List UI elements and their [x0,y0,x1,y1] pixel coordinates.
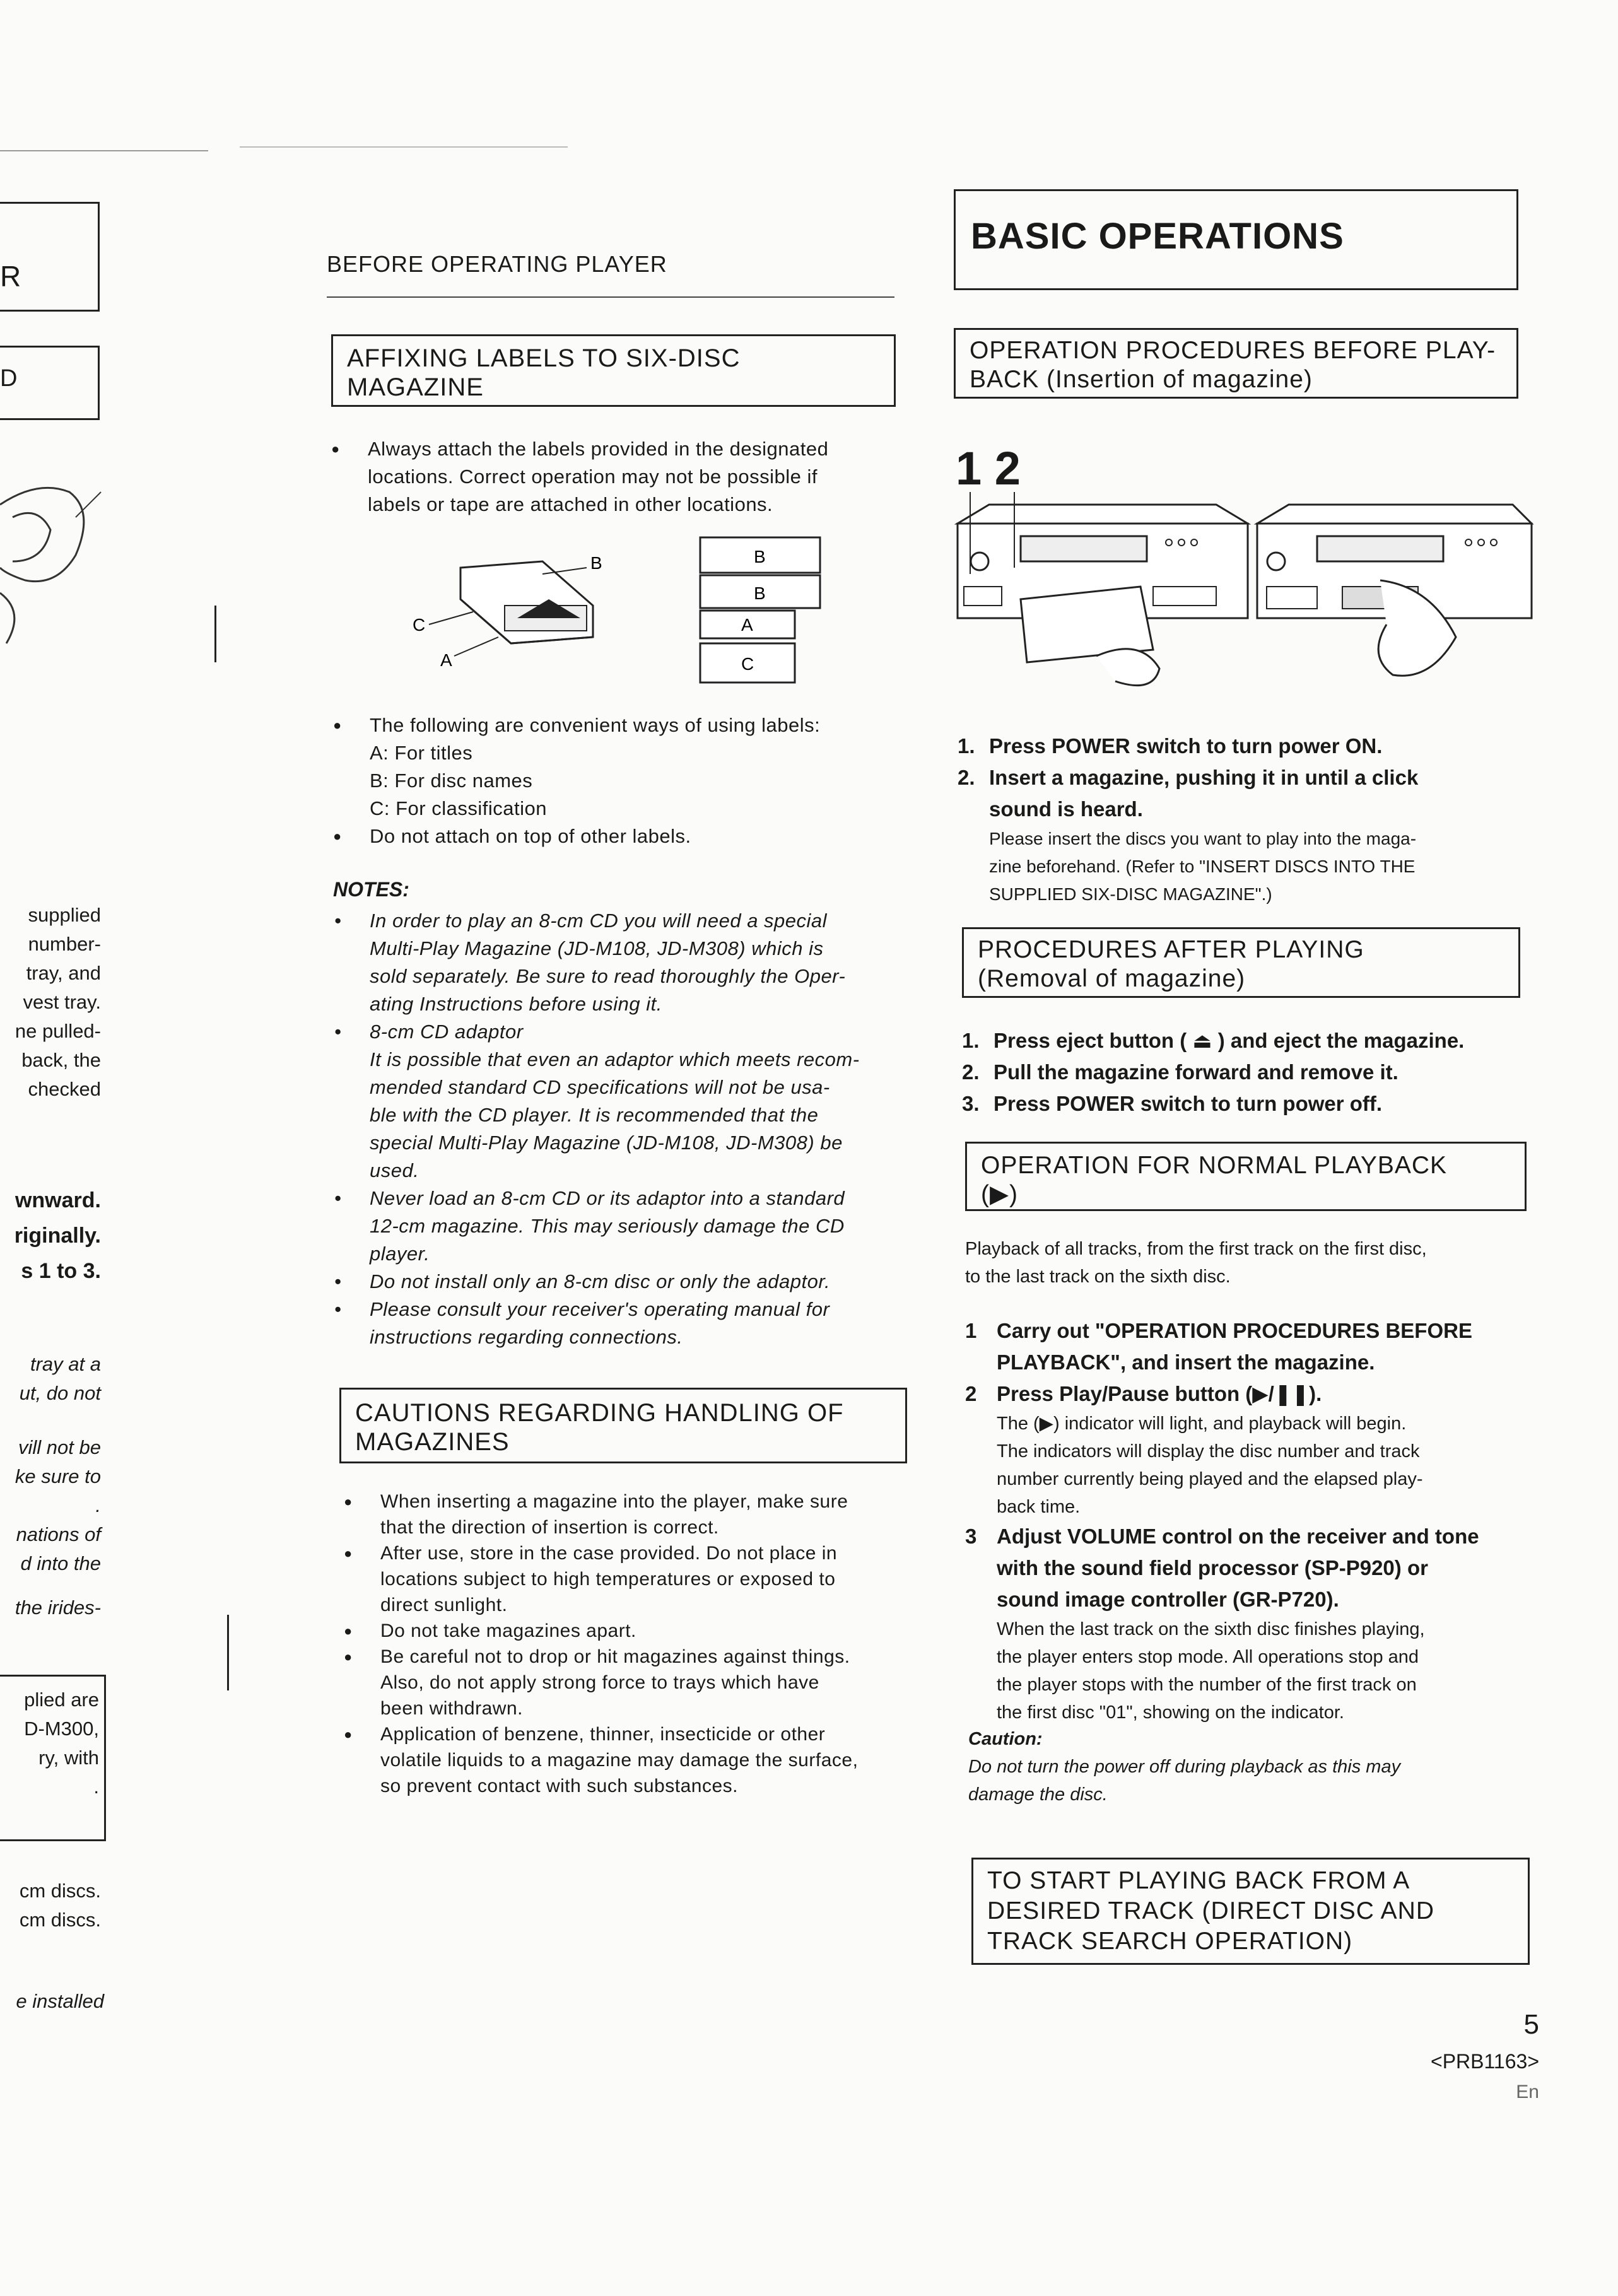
section-heading-direct-track [971,1858,1530,1965]
step-note: The indicators will display the disc number and track [997,1441,1420,1461]
section-heading-line: TO START PLAYING BACK FROM A [987,1867,1410,1894]
text-line: used. [370,1159,419,1181]
text-line: to the last track on the sixth disc. [965,1267,1231,1287]
section-heading-line: AFFIXING LABELS TO SIX-DISC [347,344,741,372]
bullet-text: ● Do not attach on top of other labels. [333,823,901,850]
section-heading-line: OPERATION PROCEDURES BEFORE PLAY- [970,337,1496,364]
left-fragment-block [15,901,101,1104]
caution-item [344,1540,918,1618]
text-line: that the direction of insertion is correct. [380,1517,719,1538]
left-heading-box [0,202,100,312]
step-number: 1. [958,734,975,758]
left-fragment-line: checked [28,1078,101,1100]
figure-step-numbers: 1 2 [956,442,1021,495]
text-line: locations subject to high temperatures or exposed to [380,1569,836,1590]
scan-edge [0,150,208,151]
left-fragment-block [20,1877,101,1935]
bullet-text: ● The following are convenient ways of using labels: [333,712,901,739]
before-playback-steps [958,730,1525,908]
left-fragment-italic [15,1350,101,1622]
step-number: 2. [958,766,975,789]
usage-item: A: For titles [370,742,473,764]
step-text: Press POWER switch to turn power off. [994,1092,1383,1115]
left-fragment-line: back, the [21,1049,101,1071]
step-note: the player stops with the number of the first track on [997,1675,1417,1695]
step-text: with the sound field processor (SP-P920) or [997,1556,1428,1579]
left-fragment-line: ne pulled- [15,1020,101,1042]
text-line: Also, do not apply strong force to trays which have [380,1672,819,1693]
left-fragment-line: . [93,1776,99,1798]
normal-playback-steps [965,1315,1539,1726]
step-note: When the last track on the sixth disc finishes playing, [997,1619,1425,1639]
caution-item [344,1644,918,1721]
left-hand-illustration [0,467,107,656]
text-line: • In order to play an 8-cm CD you will need a special [370,910,828,932]
step-number: 3. [962,1092,980,1115]
left-fragment-box [0,1675,106,1841]
text-line: 12-cm magazine. This may seriously damage the CD [370,1215,845,1237]
section-heading-line: DESIRED TRACK (DIRECT DISC AND [987,1897,1434,1924]
left-fragment-line: ut, do not [19,1382,101,1404]
left-fragment-bold [15,1183,101,1289]
section-heading-line: OPERATION FOR NORMAL PLAYBACK [981,1152,1448,1179]
player-step2 [1257,505,1532,676]
notes-heading: NOTES: [333,878,409,901]
left-fragment-italic: e installed [16,1990,104,2012]
sheet-label-c: C [741,654,754,674]
caution-item [344,1618,918,1644]
step-note: Please insert the discs you want to play into the maga- [989,829,1417,848]
text-line: ● Be careful not to drop or hit magazines against things. [380,1646,850,1667]
step-note: the first disc "01", showing on the indicator. [997,1702,1344,1723]
text-line: • Please consult your receiver's operating manual for [370,1298,830,1320]
caution-item [344,1489,918,1540]
step-number: 2. [962,1060,980,1084]
text-line: been withdrawn. [380,1698,523,1719]
step-number: 1 [965,1319,977,1342]
left-subheading-box [0,346,100,420]
text-line: It is possible that even an adaptor which meets recom- [370,1048,860,1070]
step-text: sound is heard. [989,797,1143,821]
left-fragment-line: tray at a [30,1353,101,1375]
step-text: Insert a magazine, pushing it in until a click [989,766,1419,789]
caution-text: damage the disc. [968,1784,1108,1805]
step-note: zine beforehand. (Refer to "INSERT DISCS INTO THE [989,857,1416,876]
page-title: BASIC OPERATIONS [954,189,1518,290]
step-text: Press eject button ( ⏏ ) and eject the magazine. [994,1029,1465,1052]
text-line: volatile liquids to a magazine may damage the surface, [380,1750,859,1771]
left-fragment-line: ry, with [38,1747,99,1769]
left-fragment-line: nations of [16,1523,101,1545]
text-line: • Do not install only an 8-cm disc or only the adaptor. [370,1270,831,1292]
scan-edge [240,146,568,148]
text-line: player. [370,1243,430,1265]
language-code: En [1516,2082,1539,2102]
step-note: the player enters stop mode. All operations stop and [997,1647,1419,1667]
step-note: SUPPLIED SIX-DISC MAGAZINE".) [989,884,1272,904]
caution-heading: Caution: [968,1729,1043,1749]
left-box-letter: R [0,260,21,293]
left-fragment-line: number- [28,933,101,955]
text-line: ● Always attach the labels provided in the designated [368,438,829,460]
step-text: Carry out "OPERATION PROCEDURES BEFORE [997,1319,1472,1342]
text-line: mended standard CD specifications will not be usa- [370,1076,830,1098]
step-text: Pull the magazine forward and remove it. [994,1060,1398,1084]
left-fragment-line: wnward. [15,1188,101,1212]
step-note: The (▶) indicator will light, and playback will begin. [997,1414,1407,1434]
text-line: sold separately. Be sure to read thoroughly the Oper- [370,965,846,987]
text-line: Playback of all tracks, from the first track on the first disc, [965,1239,1427,1259]
step-note: number currently being played and the elapsed play- [997,1469,1423,1489]
section-heading-normal-playback [965,1142,1527,1211]
left-fragment-line: cm discs. [19,1880,101,1902]
step-text: PLAYBACK", and insert the magazine. [997,1350,1375,1374]
section-heading-after-playing [962,927,1520,998]
text-line: ating Instructions before using it. [370,993,662,1015]
left-fragment-line: vest tray. [23,991,101,1013]
note-item [333,907,907,1018]
text-line: ● Application of benzene, thinner, insecticide or other [380,1724,826,1745]
gutter-mark [214,606,216,662]
left-fragment-line: s 1 to 3. [21,1259,101,1283]
section-heading-line: MAGAZINE [347,373,484,401]
note-item [333,1018,907,1185]
sheet-label-a: A [741,615,753,635]
cautions-list [344,1489,918,1799]
step-text: Press Play/Pause button (▶/❚❚). [997,1382,1322,1405]
note-item [333,1185,907,1268]
player-step1 [958,492,1248,686]
usage-item: C: For classification [370,797,547,819]
text-line: • 8-cm CD adaptor [370,1021,524,1043]
fig-label-b: B [590,553,602,573]
left-fragment-line: D-M300, [24,1718,99,1740]
intro-bullet [331,435,899,518]
section-heading-line: CAUTIONS REGARDING HANDLING OF [355,1399,844,1427]
left-fragment-line: ke sure to [15,1465,101,1487]
left-fragment-line: vill not be [18,1436,101,1458]
text-line: so prevent contact with such substances. [380,1776,738,1796]
text-line: Multi-Play Magazine (JD-M108, JD-M308) which is [370,937,824,959]
left-fragment-line: . [95,1494,101,1516]
player-illustration [951,492,1538,719]
step-text: sound image controller (GR-P720). [997,1588,1339,1611]
document-code: <PRB1163> [1431,2050,1539,2073]
step-text: Adjust VOLUME control on the receiver and tone [997,1525,1479,1548]
usage-item: B: For disc names [370,770,533,792]
running-head: BEFORE OPERATING PLAYER [327,251,667,277]
text-line: ● After use, store in the case provided. Do not place in [380,1543,838,1564]
caution-text: Do not turn the power off during playback as this may [968,1757,1401,1777]
left-box-letter: D [0,365,18,392]
sheet-label-b: B [754,547,766,566]
after-playing-steps [962,1025,1530,1120]
text-line: labels or tape are attached in other locations. [368,493,773,515]
step-number: 2 [965,1382,977,1405]
left-fragment-line: d into the [20,1552,101,1574]
section-heading-line: (Removal of magazine) [978,965,1246,992]
page-number: 5 [1523,2009,1539,2040]
section-heading-line: MAGAZINES [355,1428,510,1456]
step-text: Press POWER switch to turn power ON. [989,734,1383,758]
running-head-rule [327,296,894,298]
text-line: ble with the CD player. It is recommended that the [370,1104,819,1126]
caution-item [344,1721,918,1799]
caution-block [968,1725,1536,1808]
section-heading-line: PROCEDURES AFTER PLAYING [978,936,1364,963]
fig-label-a: A [440,650,452,670]
section-heading-line: TRACK SEARCH OPERATION) [987,1928,1353,1955]
text-line: ● Do not take magazines apart. [380,1620,636,1641]
note-item [333,1296,907,1351]
step-number: 1. [962,1029,980,1052]
section-heading-cautions [339,1388,907,1463]
notes-list [333,907,907,1351]
text-line: locations. Correct operation may not be possible if [368,466,818,488]
left-fragment-line: the irides- [15,1596,101,1619]
text-line: ● When inserting a magazine into the player, make sure [380,1491,848,1512]
left-fragment-line: cm discs. [19,1909,101,1931]
left-fragment-line: riginally. [14,1224,101,1248]
left-fragment-line: supplied [28,904,101,926]
left-fragment-line: plied are [24,1689,99,1711]
text-line: • Never load an 8-cm CD or its adaptor into a standard [370,1187,845,1209]
note-item [333,1268,907,1296]
section-heading-line: BACK (Insertion of magazine) [970,366,1313,393]
text-line: direct sunlight. [380,1595,508,1615]
text-line: instructions regarding connections. [370,1326,683,1348]
fig-label-c: C [413,615,426,635]
normal-playback-intro [965,1235,1533,1291]
magazine-illustration [429,561,593,656]
section-heading-affixing-labels [331,334,896,407]
section-heading-before-playback [954,328,1518,399]
step-number: 3 [965,1525,977,1548]
gutter-mark [227,1615,229,1690]
step-note: back time. [997,1497,1081,1517]
left-fragment-boxed-text [24,1685,99,1801]
label-usage-list [333,712,901,850]
sheet-label-b: B [754,583,766,603]
magazine-label-figure [404,530,833,694]
left-fragment-line: tray, and [26,962,101,984]
section-heading-line: (▶) [981,1181,1018,1208]
text-line: special Multi-Play Magazine (JD-M108, JD-M308) be [370,1132,843,1154]
